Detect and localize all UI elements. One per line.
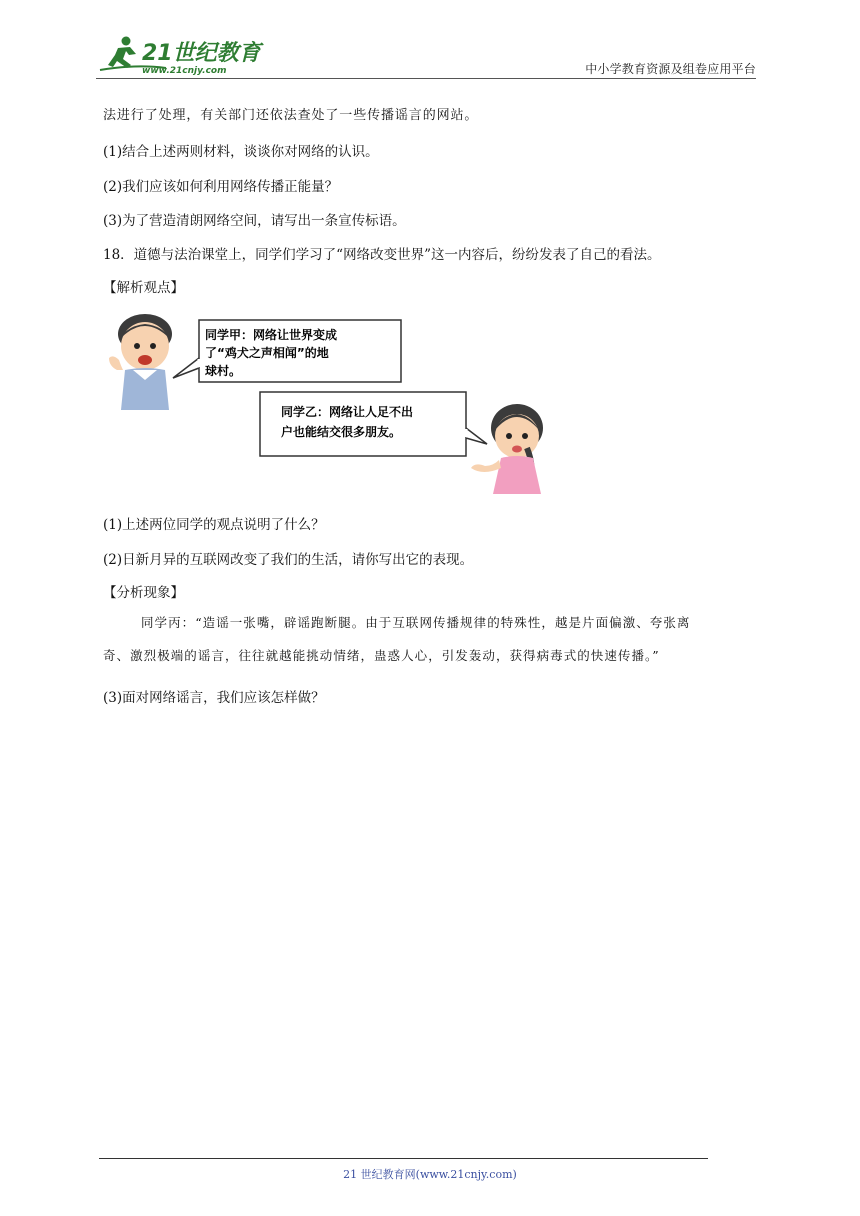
header-divider — [96, 78, 756, 79]
sub-question-2: (2)日新月异的互联网改变了我们的生活，请你写出它的表现。 — [103, 552, 474, 568]
sub-question-1: (1)上述两位同学的观点说明了什么？ — [103, 517, 325, 533]
svg-text:www.21cnjy.com: www.21cnjy.com — [142, 66, 227, 76]
speech-bubble-a — [173, 320, 401, 382]
page-header — [96, 34, 756, 80]
paragraph-line-1: 同学丙：“造谣一张嘴，辟谣跑断腿。由于互联网传播规律的特殊性，越是片面偏激、夸张离 — [141, 615, 691, 630]
question-1: (1)结合上述两则材料，谈谈你对网络的认识。 — [103, 144, 379, 160]
platform-name: 中小学教育资源及组卷应用平台 — [585, 62, 756, 76]
paragraph-line-2: 奇、激烈极端的谣言，往往就越能挑动情绪，蛊惑人心，引发轰动，获得病毒式的快速传播。” — [103, 648, 660, 663]
footer-text: 21 世纪教育网(www.21cnjy.com) — [343, 1168, 517, 1181]
site-logo — [96, 34, 266, 76]
girl-illustration — [471, 404, 543, 494]
svg-text:21世纪教育: 21世纪教育 — [142, 41, 261, 66]
question-18: 18．道德与法治课堂上，同学们学习了“网络改变世界”这一内容后，纷纷发表了自己的看法。 — [103, 247, 661, 263]
boy-illustration — [109, 314, 172, 410]
speech-bubble-b — [260, 392, 487, 456]
sub-question-3: (3)面对网络谣言，我们应该怎样做？ — [103, 690, 325, 706]
question-3: (3)为了营造清朗网络空间，请写出一条宣传标语。 — [103, 213, 406, 229]
svg-text:球村。: 球村。 — [205, 364, 242, 378]
svg-text:了“鸡犬之声相闻”的地: 了“鸡犬之声相闻”的地 — [205, 346, 329, 360]
section-heading-phenomenon: 【分析现象】 — [103, 585, 184, 601]
svg-text:户也能结交很多朋友。: 户也能结交很多朋友。 — [281, 425, 402, 439]
section-heading-viewpoints: 【解析观点】 — [103, 280, 184, 296]
text-line: 法进行了处理，有关部门还依法查处了一些传播谣言的网站。 — [103, 108, 479, 123]
question-2: (2)我们应该如何利用网络传播正能量？ — [103, 179, 339, 195]
footer-divider — [99, 1158, 708, 1159]
svg-text:同学乙：网络让人足不出: 同学乙：网络让人足不出 — [281, 405, 414, 419]
students-dialogue-figure — [103, 308, 553, 498]
svg-text:同学甲：网络让世界变成: 同学甲：网络让世界变成 — [205, 328, 338, 342]
